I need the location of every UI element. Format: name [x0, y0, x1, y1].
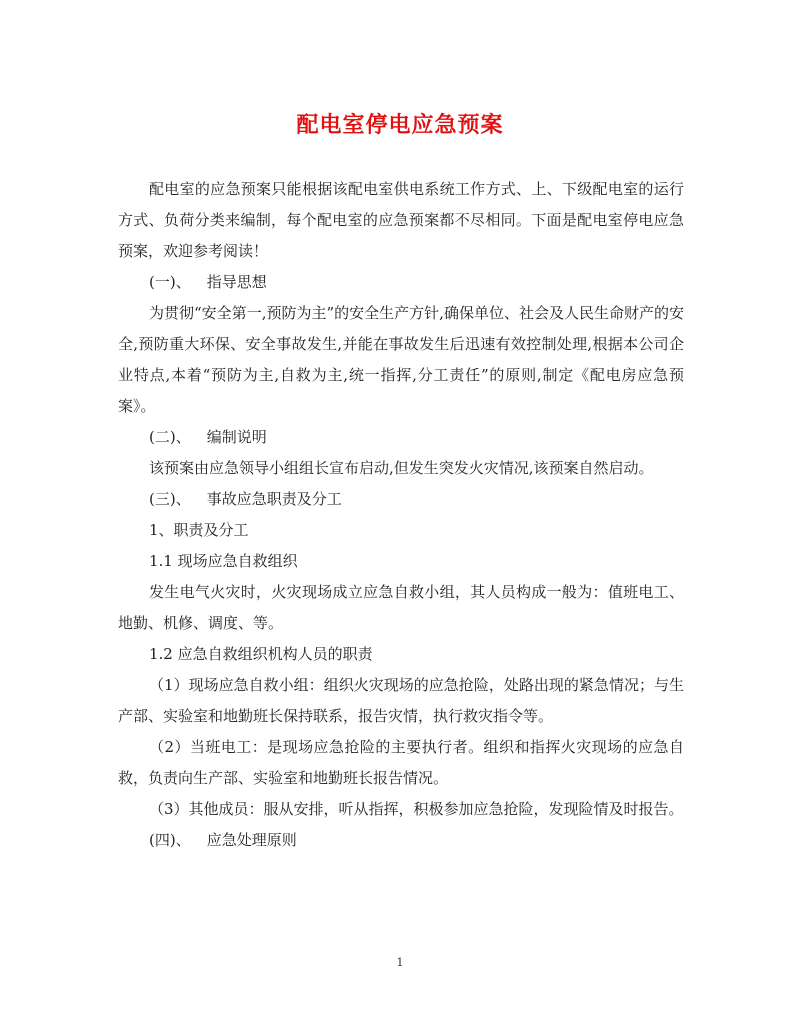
subsection-heading: 1.2 应急自救组织机构人员的职责 — [149, 645, 373, 663]
section-number: (三)、 — [149, 490, 191, 508]
duty-paragraph: （3）其他成员：服从安排，听从指挥，积极参加应急抢险，发现险情及时报告。 — [149, 800, 684, 818]
section-1-paragraph: 为贯彻“安全第一,预防为主”的安全生产方针,确保单位、社会及人民生命财产的安全,预防重大环保、安全事故发生,并能在事故发生后迅速有效控制处理,根据本公司企业特点,本着“预防为主,自救为主,统一指挥,分工责任”的原则,制定《配电房应急预案》。 — [118, 304, 684, 415]
section-number: (四)、 — [149, 831, 191, 849]
subsection-heading: 1.1 现场应急自救组织 — [149, 552, 298, 570]
section-number: (二)、 — [149, 428, 191, 446]
section-heading-4 — [118, 825, 684, 856]
section-heading-2 — [118, 422, 684, 453]
intro-paragraph: 配电室的应急预案只能根据该配电室供电系统工作方式、上、下级配电室的运行方式、负荷分类来编制，每个配电室的应急预案都不尽相同。下面是配电室停电应急预案，欢迎参考阅读！ — [118, 180, 684, 260]
section-heading-3 — [118, 484, 684, 515]
section-title: 事故应急职责及分工 — [206, 490, 342, 508]
document-title: 配电室停电应急预案 — [296, 112, 504, 138]
section-title: 编制说明 — [206, 428, 267, 446]
section-2-paragraph: 该预案由应急领导小组组长宣布启动,但发生突发火灾情况,该预案自然启动。 — [149, 459, 654, 477]
page-number: 1 — [396, 956, 404, 969]
document-body — [118, 174, 684, 856]
section-title: 应急处理原则 — [206, 831, 297, 849]
section-heading-1 — [118, 267, 684, 298]
duty-paragraph: （1）现场应急自救小组：组织火灾现场的应急抢险，处路出现的紧急情况；与生产部、实验室和地勤班长保持联系，报告灾情，执行救灾指令等。 — [118, 676, 684, 725]
section-number: (一)、 — [149, 273, 191, 291]
section-title: 指导思想 — [206, 273, 267, 291]
duty-paragraph: （2）当班电工：是现场应急抢险的主要执行者。组织和指挥火灾现场的应急自救，负责向生产部、实验室和地勤班长报告情况。 — [118, 738, 684, 787]
subsection-heading: 1、职责及分工 — [149, 521, 249, 539]
subsection-1-1-paragraph: 发生电气火灾时，火灾现场成立应急自救小组，其人员构成一般为：值班电工、地勤、机修、调度、等。 — [118, 583, 684, 632]
